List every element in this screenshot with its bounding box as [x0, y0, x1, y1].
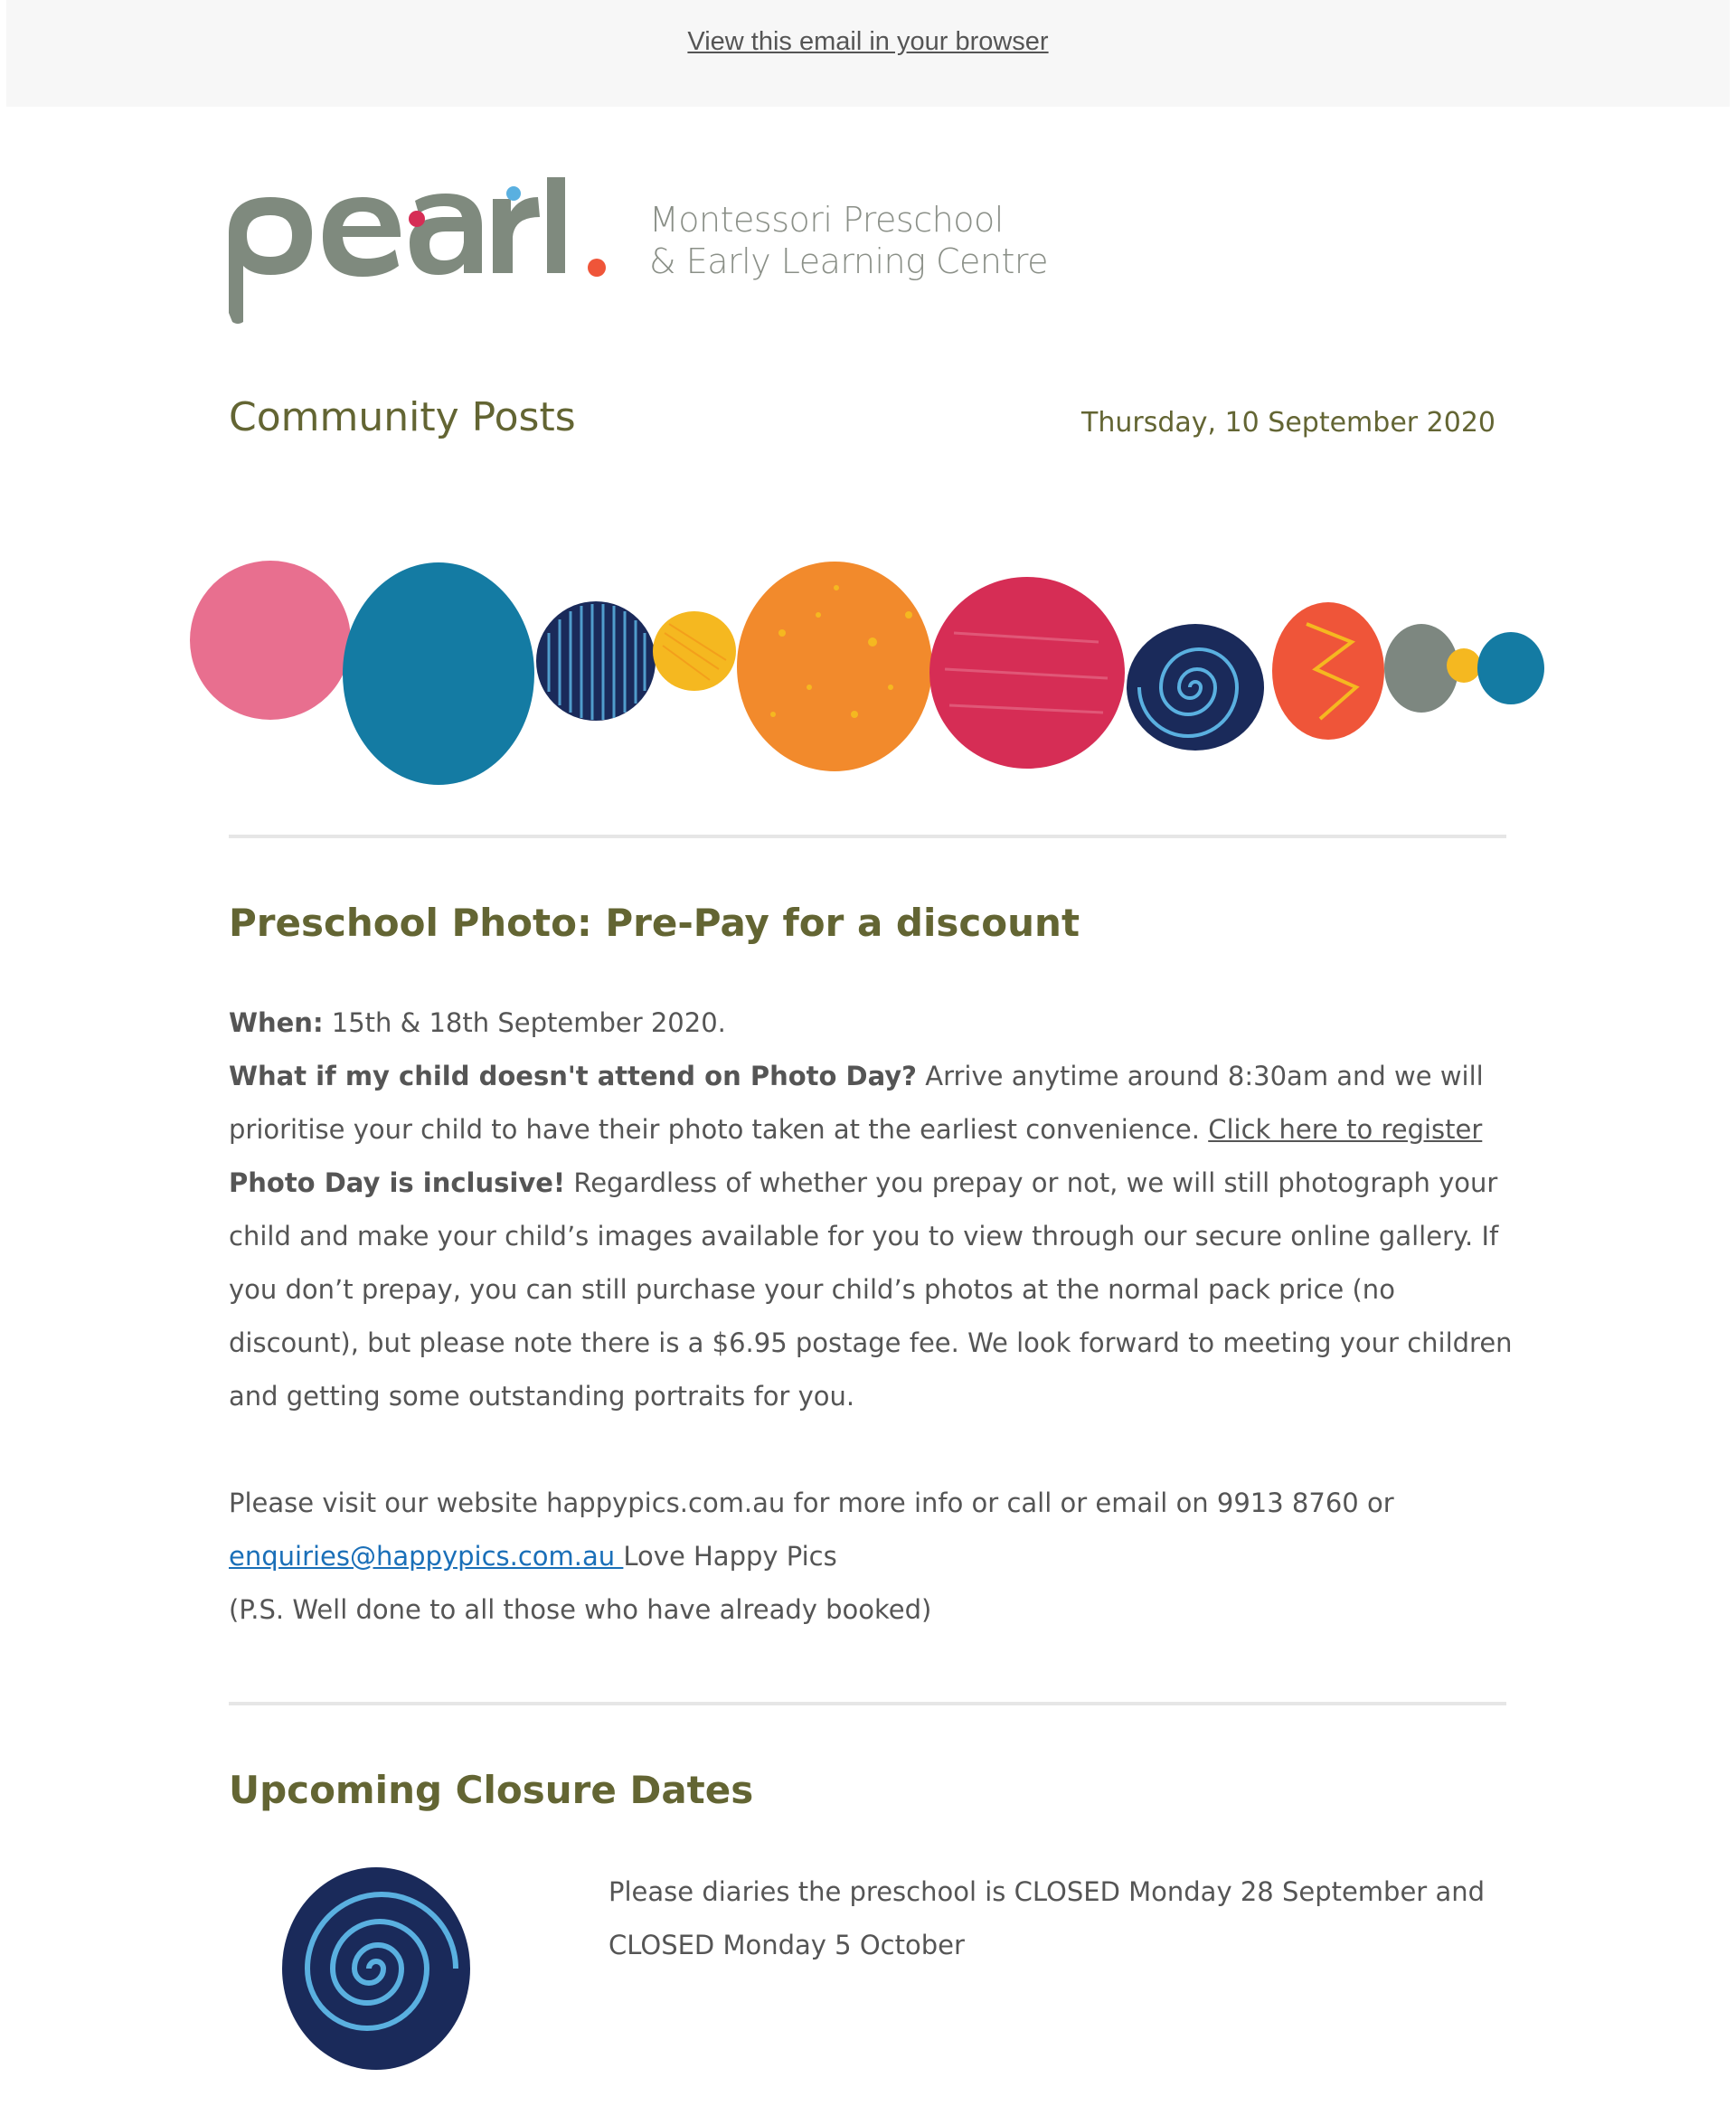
pink-dot [190, 561, 351, 720]
post-body-photo-day [229, 996, 1513, 1637]
spiral-navy-dot [1127, 624, 1264, 751]
register-link[interactable]: Click here to register [1208, 1114, 1483, 1145]
ps-note: (P.S. Well done to all those who have already booked) [229, 1594, 932, 1625]
yellow-textured-dot [653, 611, 736, 691]
crimson-textured-dot [929, 577, 1125, 769]
inclusive-text: Regardless of whether you prepay or not, we will still photograph your child and make your child’s images available for you to view through our secure online gallery. If you don’t prepay, you can still purchase your child’s photos at the normal pack price (no discount), but please note there is a $6.95 postage fee. We look forward to meeting your children and getting some outstanding portraits for you. [229, 1167, 1513, 1412]
inclusive-paragraph [229, 1157, 1513, 1423]
question-text: Arrive anytime around 8:30am and we will prioritise your child to have their photo taken at the earliest convenience. [229, 1061, 1484, 1145]
pearl-logo-icon [229, 177, 618, 331]
when-line [229, 996, 1513, 1050]
spiral-dot-image [278, 1865, 474, 2076]
when-value: 15th & 18th September 2020. [323, 1007, 726, 1038]
question-paragraph [229, 1050, 1513, 1157]
page-title: Community Posts [229, 394, 576, 440]
small-yellow-dot [1447, 648, 1481, 683]
pearl-logo[interactable] [229, 177, 618, 335]
spiral-dot-icon [278, 1865, 474, 2073]
closure-text: Please diaries the preschool is CLOSED Monday 28 September and CLOSED Monday 5 October [609, 1876, 1486, 1960]
colored-dots-illustration [185, 534, 1551, 796]
logo-subtitle-line2: & Early Learning Centre [649, 241, 1049, 281]
post-title-closure-dates: Upcoming Closure Dates [229, 1768, 754, 1812]
sign-off: Love Happy Pics [623, 1541, 837, 1572]
view-in-browser-link[interactable]: View this email in your browser [687, 27, 1049, 56]
visit-text: Please visit our website happypics.com.au for more info or call or email on 9913 8760 or [229, 1487, 1394, 1518]
red-scribble-dot [1272, 602, 1384, 740]
spacer [229, 1423, 1513, 1477]
divider [229, 1702, 1506, 1705]
logo-subtitle [649, 199, 1048, 282]
email-link[interactable]: enquiries@happypics.com.au [229, 1541, 624, 1572]
post-title-photo-day: Preschool Photo: Pre-Pay for a discount [229, 901, 1080, 945]
teal-dot [343, 562, 534, 785]
top-bar [6, 0, 1730, 107]
divider [229, 835, 1506, 838]
striped-navy-dot [536, 601, 656, 721]
inclusive-label: Photo Day is inclusive! [229, 1167, 566, 1198]
question-label: What if my child doesn't attend on Photo Day? [229, 1061, 918, 1091]
dots-banner [185, 534, 1551, 799]
newsletter-date: Thursday, 10 September 2020 [1081, 407, 1495, 439]
orange-splatter-dot [737, 562, 932, 771]
small-teal-dot [1477, 632, 1544, 704]
when-label: When: [229, 1007, 324, 1038]
contact-paragraph [229, 1477, 1513, 1583]
logo-subtitle-line1: Montessori Preschool [649, 200, 1004, 240]
